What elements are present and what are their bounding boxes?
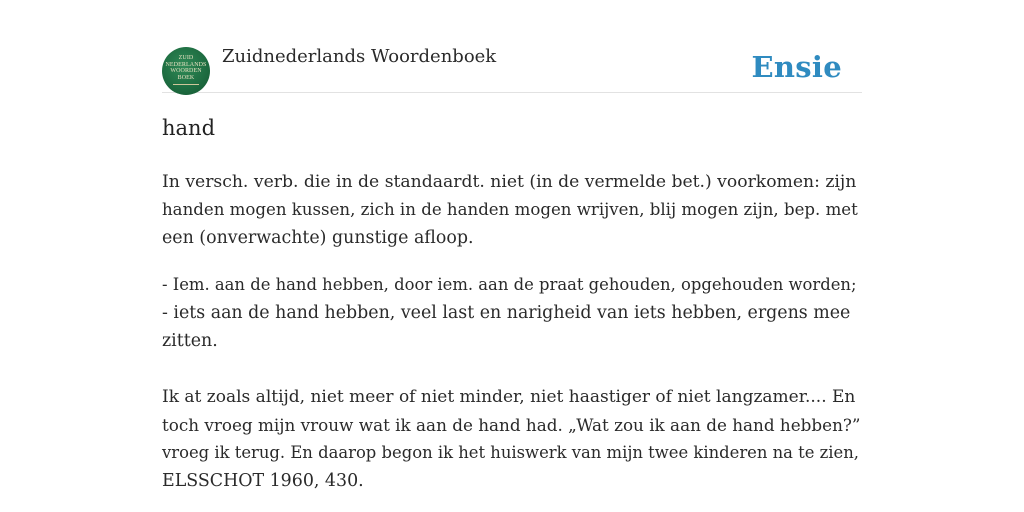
quote-line: vroeg ik terug. En daarop begon ik het huiswerk van mijn twee kinderen na te zien, — [162, 443, 860, 462]
quote-line: Ik at zoals altijd, niet meer of niet minder, niet haastiger of niet langzamer.... En — [162, 387, 856, 407]
headword: hand — [162, 116, 216, 140]
definition-line: een (onverwachte) gunstige afloop. — [162, 228, 474, 248]
usage-line: zitten. — [162, 331, 218, 351]
entry-header — [162, 44, 862, 93]
quote-line: ELSSCHOT 1960, 430. — [162, 471, 364, 491]
logo-text-line: BOEK — [177, 74, 195, 81]
usage-line: - iets aan de hand hebben, veel last en narigheid van iets hebben, ergens mee — [162, 303, 851, 323]
definition-paragraph — [162, 168, 862, 252]
ensie-brand-logo[interactable]: Ensie — [751, 50, 842, 84]
logo-text-line: NEDERLANDS — [165, 61, 207, 68]
logo-text-line: WOORDEN — [170, 68, 202, 74]
quote-paragraph — [162, 383, 862, 495]
source-title-link[interactable]: Zuidnederlands Woordenboek — [222, 46, 497, 67]
source-logo[interactable] — [162, 47, 210, 95]
logo-text-line: ZUID — [178, 55, 194, 61]
usage-line: - Iem. aan de hand hebben, door iem. aan de praat gehouden, opgehouden worden; — [162, 275, 857, 294]
quote-line: toch vroeg mijn vrouw wat ik aan de hand had. „Wat zou ik aan de hand hebben?” — [162, 415, 861, 435]
definition-line: handen mogen kussen, zich in de handen mogen wrijven, blij mogen zijn, bep. met — [162, 200, 858, 219]
definition-line: In versch. verb. die in de standaardt. niet (in de vermelde bet.) voorkomen: zijn — [162, 172, 857, 192]
logo-divider — [173, 84, 199, 85]
entry-card — [162, 0, 862, 512]
usage-paragraph — [162, 271, 862, 355]
